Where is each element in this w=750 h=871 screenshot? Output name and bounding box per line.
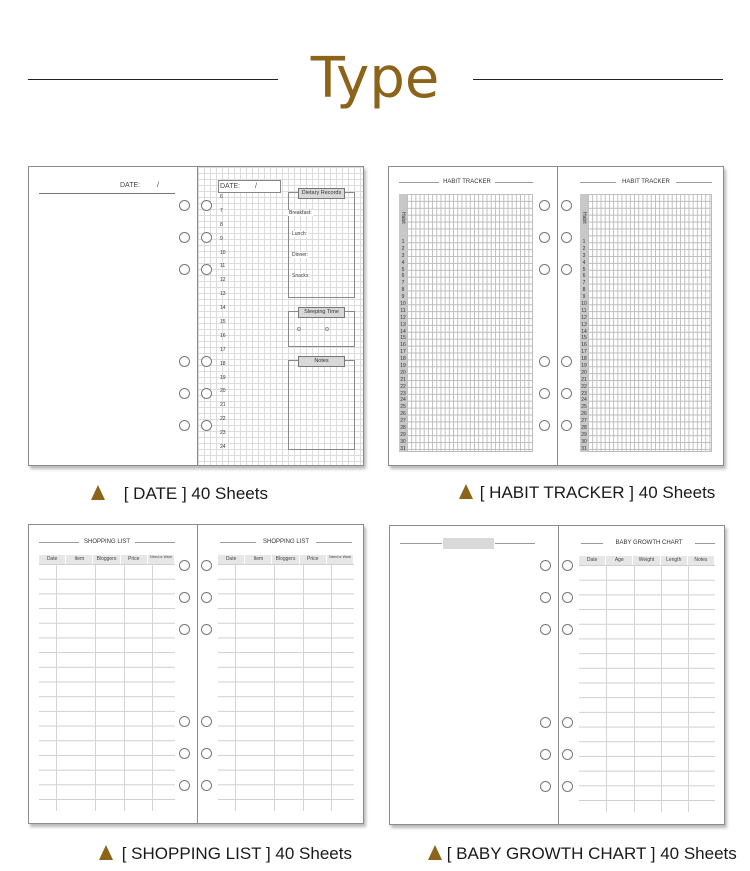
ring-hole [179, 232, 190, 243]
habit-day-label: 20 [400, 369, 406, 376]
hour-label: 7 [220, 207, 223, 214]
caption-date [91, 484, 268, 504]
column-header: Weight [633, 556, 660, 565]
habit-day-label: 10 [581, 301, 587, 308]
date-right-page [197, 167, 363, 465]
meal-label: Lunch: [292, 231, 308, 237]
ring-hole [179, 200, 190, 211]
ring-hole [539, 420, 550, 431]
shopping-header-left [39, 555, 175, 564]
hour-label: 23 [220, 430, 226, 437]
ring-hole [179, 748, 190, 759]
ring-hole [179, 716, 190, 727]
habit-day-label: 2 [401, 245, 405, 252]
hour-label: 17 [220, 346, 226, 353]
date-left-slash: / [157, 182, 159, 189]
habit-title-right: HABIT TRACKER [622, 179, 670, 185]
habit-day-label: 22 [581, 383, 587, 390]
habit-day-label: 29 [581, 431, 587, 438]
habit-day-label: 12 [400, 314, 406, 321]
habit-day-label: 20 [581, 369, 587, 376]
ring-hole [539, 264, 550, 275]
column-header: Date [579, 556, 606, 565]
habit-title-left: HABIT TRACKER [443, 179, 491, 185]
habit-label-left: Habit [400, 212, 406, 224]
ring-hole [179, 356, 190, 367]
column-header: Age [606, 556, 633, 565]
shopping-title-rule [316, 542, 352, 543]
hour-label: 8 [220, 221, 223, 228]
baby-growth-preview [389, 525, 725, 825]
habit-day-label: 31 [400, 445, 406, 452]
habit-day-label: 30 [581, 438, 587, 445]
habit-tracker-preview [388, 166, 724, 466]
dietary-records-box [288, 192, 355, 298]
habit-day-label: 19 [581, 363, 587, 370]
baby-right-page [558, 526, 724, 824]
ring-hole [561, 420, 572, 431]
hour-label: 12 [220, 277, 226, 284]
arrow-up-icon [91, 485, 105, 500]
ring-hole [179, 592, 190, 603]
habit-day-label: 8 [401, 287, 405, 294]
column-header: Item [245, 555, 272, 564]
habit-day-label: 3 [401, 252, 405, 259]
habit-day-label: 27 [581, 418, 587, 425]
shopping-col-divider [152, 564, 153, 811]
habit-day-label: 26 [400, 411, 406, 418]
baby-title-rule [400, 543, 442, 544]
ring-hole [201, 780, 212, 791]
habit-left-page [389, 167, 557, 465]
shopping-title-rule [220, 542, 256, 543]
shopping-col-divider [331, 564, 332, 811]
date-right-label: DATE: [220, 183, 241, 190]
habit-day-label: 15 [400, 335, 406, 342]
habit-day-label: 6 [401, 273, 405, 280]
ring-hole [201, 748, 212, 759]
shopping-right-page [197, 525, 363, 823]
habit-day-label: 3 [582, 252, 586, 259]
baby-col-divider [634, 565, 635, 812]
meal-label: Breakfast: [289, 210, 312, 216]
baby-title: BABY GROWTH CHART [615, 540, 683, 546]
shopping-col-divider [56, 564, 57, 811]
habit-day-label: 1 [401, 239, 405, 245]
baby-col-divider [606, 565, 607, 812]
baby-title-rule [495, 543, 535, 544]
caption-shopping [99, 844, 352, 864]
habit-day-label: 16 [400, 342, 406, 349]
caption-date-text: [ DATE ] 40 Sheets [123, 484, 268, 503]
shopping-header-right [218, 555, 354, 564]
habit-day-label: 9 [582, 294, 586, 301]
column-header: Date [39, 555, 66, 564]
ring-hole [201, 232, 212, 243]
habit-day-label: 25 [581, 404, 587, 411]
habit-day-label: 27 [400, 418, 406, 425]
habit-grid-right [588, 194, 712, 452]
ring-hole [561, 264, 572, 275]
shopping-col-divider [303, 564, 304, 811]
notes-tag: Notes [298, 356, 345, 367]
hour-label: 21 [220, 402, 226, 409]
hour-label: 16 [220, 332, 226, 339]
ring-hole [179, 388, 190, 399]
habit-day-label: 10 [400, 301, 406, 308]
habit-title-rule [580, 182, 616, 183]
habit-day-label: 28 [581, 425, 587, 432]
sleep-dot-1 [297, 327, 301, 331]
shopping-col-divider [235, 564, 236, 811]
column-header: Bloggers [93, 555, 120, 564]
ring-hole [561, 388, 572, 399]
caption-shopping-text: [ SHOPPING LIST ] 40 Sheets [121, 844, 352, 863]
hour-label: 24 [220, 444, 226, 451]
habit-day-label: 17 [581, 349, 587, 356]
habit-day-label: 12 [581, 314, 587, 321]
dietary-records-tag: Dietary Records [298, 188, 345, 199]
hour-label: 10 [220, 249, 226, 256]
ring-hole [562, 560, 573, 571]
date-planner-preview [28, 166, 364, 466]
shopping-title-rule [39, 542, 79, 543]
habit-day-label: 2 [582, 245, 586, 252]
shopping-col-divider [95, 564, 96, 811]
habit-day-label: 31 [581, 445, 587, 452]
ring-hole [201, 716, 212, 727]
ring-hole [179, 780, 190, 791]
date-left-rule [39, 193, 175, 194]
column-header: Bloggers [272, 555, 299, 564]
habit-day-label: 14 [581, 328, 587, 335]
ring-hole [201, 356, 212, 367]
shopping-title-rule [135, 542, 175, 543]
sleeping-time-tag: Sleeping Time [298, 307, 345, 318]
ring-hole [540, 592, 551, 603]
habit-day-label: 23 [581, 390, 587, 397]
habit-day-label: 18 [400, 356, 406, 363]
ring-hole [201, 624, 212, 635]
ring-hole [539, 200, 550, 211]
baby-header [579, 556, 715, 565]
ring-hole [540, 624, 551, 635]
shopping-title-left: SHOPPING LIST [83, 539, 130, 545]
caption-habit [459, 483, 715, 503]
hour-label: 13 [220, 291, 226, 298]
ring-hole [561, 356, 572, 367]
habit-day-label: 7 [401, 280, 405, 287]
ring-hole [179, 420, 190, 431]
ring-hole [201, 264, 212, 275]
hour-label: 11 [220, 263, 226, 270]
habit-day-label: 11 [400, 307, 406, 314]
habit-day-label: 21 [581, 376, 587, 383]
habit-day-label: 24 [581, 397, 587, 404]
ring-hole [201, 592, 212, 603]
baby-title-rule [695, 543, 715, 544]
habit-day-label: 30 [400, 438, 406, 445]
ring-hole [562, 624, 573, 635]
ring-hole [179, 264, 190, 275]
habit-title-rule [495, 182, 533, 183]
column-header: Price [121, 555, 148, 564]
arrow-up-icon [99, 845, 113, 860]
hour-label: 20 [220, 388, 226, 395]
hour-label: 18 [220, 360, 226, 367]
habit-grid-left [407, 194, 533, 452]
arrow-up-icon [428, 845, 442, 860]
habit-day-label: 16 [581, 342, 587, 349]
column-header: Need or Want [148, 555, 175, 564]
habit-day-label: 24 [400, 397, 406, 404]
habit-day-label: 11 [581, 307, 587, 314]
caption-baby-text: [ BABY GROWTH CHART ] 40 Sheets [446, 844, 737, 863]
habit-day-label: 6 [582, 273, 586, 280]
caption-habit-text: [ HABIT TRACKER ] 40 Sheets [479, 483, 716, 502]
habit-day-label: 8 [582, 287, 586, 294]
meal-label: Snacks: [292, 273, 310, 279]
habit-label-right: Habit [581, 212, 587, 224]
shopping-rows-left [39, 564, 175, 811]
habit-day-label: 13 [581, 321, 587, 328]
habit-day-label: 29 [400, 431, 406, 438]
habit-day-label: 17 [400, 349, 406, 356]
ring-hole [540, 781, 551, 792]
habit-day-label: 22 [400, 383, 406, 390]
notes-box [288, 360, 355, 450]
habit-day-label: 1 [582, 239, 586, 245]
column-header: Date [218, 555, 245, 564]
habit-day-label: 5 [401, 266, 405, 273]
baby-col-divider [688, 565, 689, 812]
column-header: Price [300, 555, 327, 564]
baby-left-page [390, 526, 558, 824]
ring-hole [201, 388, 212, 399]
ring-hole [201, 560, 212, 571]
habit-day-label: 5 [582, 266, 586, 273]
hour-label: 6 [220, 194, 223, 200]
habit-day-column-left [399, 239, 407, 453]
habit-day-label: 26 [581, 411, 587, 418]
habit-day-label: 25 [400, 404, 406, 411]
baby-title-rule [581, 543, 603, 544]
hour-label: 22 [220, 416, 226, 423]
ring-hole [540, 560, 551, 571]
habit-day-label: 19 [400, 363, 406, 370]
habit-title-rule [676, 182, 712, 183]
hour-label: 15 [220, 319, 226, 326]
ring-hole [539, 232, 550, 243]
hour-label: 9 [220, 235, 223, 242]
column-header: Notes [688, 556, 715, 565]
date-left-page [29, 167, 197, 465]
column-header: Need or Want [327, 555, 354, 564]
habit-day-label: 18 [581, 356, 587, 363]
sleep-dot-2 [325, 327, 329, 331]
date-left-label: DATE: [120, 182, 141, 189]
ring-hole [562, 781, 573, 792]
habit-day-label: 4 [401, 259, 405, 266]
ring-hole [539, 356, 550, 367]
caption-baby [428, 844, 737, 864]
baby-rows [579, 565, 715, 812]
ring-hole [562, 717, 573, 728]
habit-day-label: 15 [581, 335, 587, 342]
column-header: Length [661, 556, 688, 565]
ring-hole [201, 420, 212, 431]
ring-hole [179, 560, 190, 571]
ring-hole [561, 200, 572, 211]
ring-hole [561, 232, 572, 243]
baby-col-divider [661, 565, 662, 812]
column-header: Item [66, 555, 93, 564]
habit-day-label: 28 [400, 425, 406, 432]
habit-day-label: 21 [400, 376, 406, 383]
date-right-slash: / [255, 183, 257, 190]
shopping-col-divider [274, 564, 275, 811]
ring-hole [179, 624, 190, 635]
habit-day-label: 14 [400, 328, 406, 335]
ring-hole [562, 749, 573, 760]
ring-hole [540, 717, 551, 728]
habit-day-label: 9 [401, 294, 405, 301]
ring-hole [201, 200, 212, 211]
habit-day-label: 4 [582, 259, 586, 266]
hour-column [220, 191, 230, 455]
arrow-up-icon [459, 484, 473, 499]
habit-day-label: 7 [582, 280, 586, 287]
shopping-left-page [29, 525, 197, 823]
page-title: Type [310, 46, 440, 111]
hour-label: 14 [220, 305, 226, 312]
hour-label: 19 [220, 374, 226, 381]
ring-hole [562, 592, 573, 603]
habit-title-rule [399, 182, 439, 183]
habit-day-label: 13 [400, 321, 406, 328]
meal-label: Dinner: [292, 252, 309, 258]
ring-hole [539, 388, 550, 399]
shopping-col-divider [124, 564, 125, 811]
habit-right-page [557, 167, 723, 465]
shopping-rows-right [218, 564, 354, 811]
shopping-title-right: SHOPPING LIST [262, 539, 309, 545]
baby-title-placeholder [443, 538, 494, 549]
ring-hole [540, 749, 551, 760]
habit-day-label: 23 [400, 390, 406, 397]
shopping-list-preview [28, 524, 364, 824]
habit-day-column-right [580, 239, 588, 453]
